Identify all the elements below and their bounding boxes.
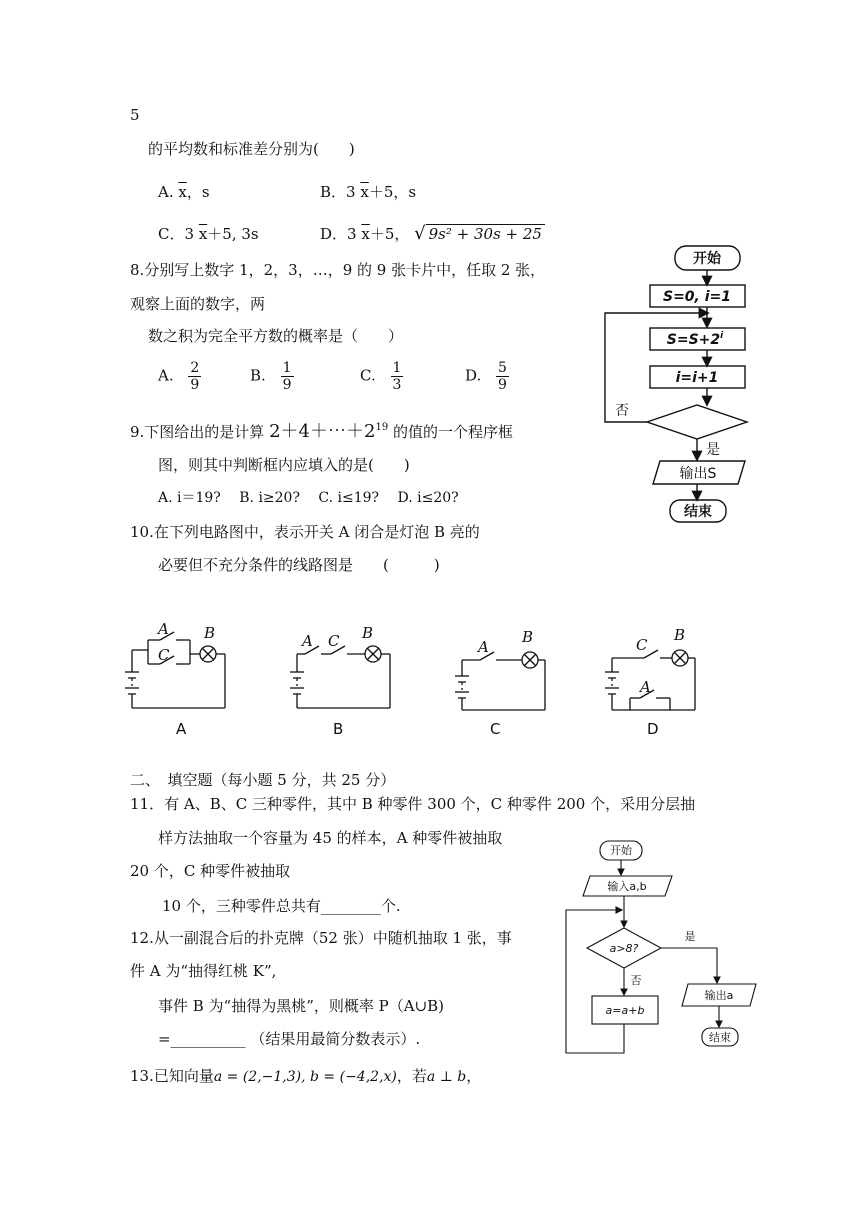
circuit-c-bulb: B	[522, 628, 534, 646]
q10-line2: 必要但不充分条件的线路图是 ( )	[158, 556, 440, 574]
q7-option-b	[320, 182, 416, 202]
flow1-no-label: 否	[615, 403, 629, 419]
flow1-init-text: S=0, i=1	[662, 289, 732, 305]
q8-d-fraction	[496, 360, 509, 393]
flow1-output-text: 输出S	[679, 466, 717, 482]
circuit-c-caption: C	[490, 720, 501, 738]
q8-d-den: 9	[498, 377, 507, 393]
q7-d-sqrt-sign: √	[414, 223, 426, 244]
q13-line	[130, 1066, 481, 1087]
q7-d-label: D．3	[320, 225, 357, 243]
q8-b-den: 9	[282, 377, 292, 393]
q7-b-label: B．3	[320, 183, 356, 201]
q7-b-rest: ＋5，s	[368, 183, 417, 201]
q7-a-rest: ，s	[186, 183, 210, 201]
circuit-diagrams	[120, 620, 710, 740]
q8-d-num: 5	[498, 360, 507, 376]
q8-c-label: C.	[360, 366, 376, 385]
q7-number: 5	[130, 106, 140, 124]
flow1-decision-diamond	[647, 405, 747, 439]
flow2-end-text: 结束	[709, 1031, 731, 1044]
q7-c-rest: ＋5, 3s	[207, 225, 259, 243]
q7-option-a	[158, 182, 210, 202]
flow2-step-text: a=a+b	[605, 1004, 645, 1017]
q8-option-a	[158, 360, 201, 393]
q11-line3: 20 个，C 种零件被抽取	[130, 862, 291, 880]
circuit-a-switch-c: C	[158, 646, 170, 664]
flow1-yes-label: 是	[706, 442, 720, 458]
circuit-a-switch-a: A	[158, 620, 169, 638]
q9-expr-sup: 19	[375, 422, 389, 433]
q11-line1: 11．有 A、B、C 三种零件，其中 B 种零件 300 个，C 种零件 200 个，采用分层抽	[130, 795, 696, 813]
q8-line2: 观察上面的数字，两	[130, 295, 266, 313]
q7-b-xbar: $\overline{x}$	[360, 183, 369, 201]
q7-a-xbar: $\overline{x}$	[178, 183, 187, 201]
q7-text: 的平均数和标准差分别为( )	[148, 140, 355, 158]
q9-line1	[130, 418, 513, 442]
circuit-d-switch-a: A	[640, 678, 651, 696]
q8-c-den: 3	[392, 377, 402, 393]
q8-a-den: 9	[190, 377, 200, 393]
circuit-d-bulb: B	[674, 626, 686, 644]
q7-d-sqrt: 9s² + 30s + 25	[426, 224, 545, 243]
q13-vectors: a = (2,−1,3), b = (−4,2,x)	[213, 1069, 397, 1085]
q9-expr-base: 2＋4＋⋯＋2	[269, 421, 376, 442]
q7-c-label: C．3	[158, 225, 195, 243]
q7-option-d	[320, 224, 545, 244]
q8-a-label: A.	[158, 366, 174, 385]
circuit-a	[125, 632, 225, 708]
circuit-d-switch-c: C	[636, 636, 648, 654]
q8-d-label: D.	[465, 366, 482, 385]
q13-mid: ，若	[396, 1067, 427, 1085]
flow1-step2-text: i=i+1	[675, 370, 719, 386]
q8-line3: 数之积为完全平方数的概率是（ ）	[148, 327, 404, 345]
q8-b-fraction	[281, 360, 294, 393]
q9-options: A. i＝19? B. i≥20? C. i≤19? D. i≤20?	[158, 490, 459, 506]
q7-c-xbar: $\overline{x}$	[198, 225, 208, 243]
circuit-a-bulb: B	[204, 624, 216, 642]
q9-line2: 图，则其中判断框内应填入的是( )	[158, 456, 410, 474]
q7-option-c	[158, 224, 259, 244]
q8-line1: 8.分别写上数字 1，2，3，…，9 的 9 张卡片中，任取 2 张，	[130, 261, 546, 279]
flow2-yes-label: 是	[684, 930, 696, 943]
circuit-b-switch-a: A	[302, 632, 313, 650]
q7-d-xbar: $\overline{x}$	[361, 225, 370, 243]
q7-d-rest: ＋5，	[369, 225, 410, 243]
circuit-b-bulb: B	[362, 624, 374, 642]
flow1-end-text: 结束	[684, 504, 712, 520]
flow1-step1-text: $S=S+2^i$	[666, 331, 724, 348]
flow2-output-text: 输出a	[704, 989, 734, 1002]
q13-condition: a ⊥ b	[426, 1069, 467, 1085]
q8-option-b	[250, 360, 294, 393]
q12-line4: =__________ （结果用最简分数表示）.	[158, 1030, 421, 1048]
q8-c-num: 1	[392, 360, 402, 376]
q8-c-fraction	[391, 360, 404, 393]
q8-b-label: B.	[250, 366, 266, 385]
circuit-d-caption: D	[647, 720, 659, 738]
q13-pre: 13.已知向量	[130, 1067, 214, 1085]
flow2-no-label: 否	[630, 974, 642, 987]
circuit-b-caption: B	[333, 720, 344, 738]
flow1-start-text: 开始	[693, 251, 721, 267]
section2-heading: 二、 填空题（每小题 5 分，共 25 分）	[130, 771, 396, 789]
q11-line2: 样方法抽取一个容量为 45 的样本，A 种零件被抽取	[158, 829, 503, 847]
circuit-a-caption: A	[176, 720, 187, 738]
flowchart-loop	[560, 836, 760, 1056]
circuit-b-switch-c: C	[328, 632, 340, 650]
q10-line1: 10.在下列电路图中，表示开关 A 闭合是灯泡 B 亮的	[130, 523, 480, 541]
q8-option-c	[360, 360, 403, 393]
circuit-c-switch-a: A	[478, 638, 489, 656]
q7-a-label: A.	[158, 183, 174, 201]
q8-a-num: 2	[190, 360, 200, 376]
flow2-cond-text: a>8?	[609, 942, 639, 955]
q8-b-num: 1	[282, 360, 292, 376]
circuit-c	[455, 652, 545, 710]
q12-line1: 12.从一副混合后的扑克牌（52 张）中随机抽取 1 张，事	[130, 929, 512, 947]
flow2-input-text: 输入a,b	[607, 880, 647, 893]
circuit-b	[290, 646, 390, 708]
q12-line3: 事件 B 为“抽得为黑桃”，则概率 P（A∪B)	[158, 997, 445, 1015]
q9-pre: 9.下图给出的是计算	[130, 423, 265, 441]
q8-option-d	[465, 360, 509, 393]
q9-expr	[269, 421, 388, 442]
q8-a-fraction	[188, 360, 201, 393]
q12-line2: 件 A 为“抽得红桃 K”,	[130, 962, 277, 980]
flow2-start-text: 开始	[610, 844, 632, 857]
flowchart-sum	[600, 240, 760, 530]
q13-post: ，	[466, 1067, 482, 1085]
q11-line4: 10 个，三种零件总共有________个.	[162, 897, 401, 915]
q9-post: 的值的一个程序框	[392, 423, 513, 441]
